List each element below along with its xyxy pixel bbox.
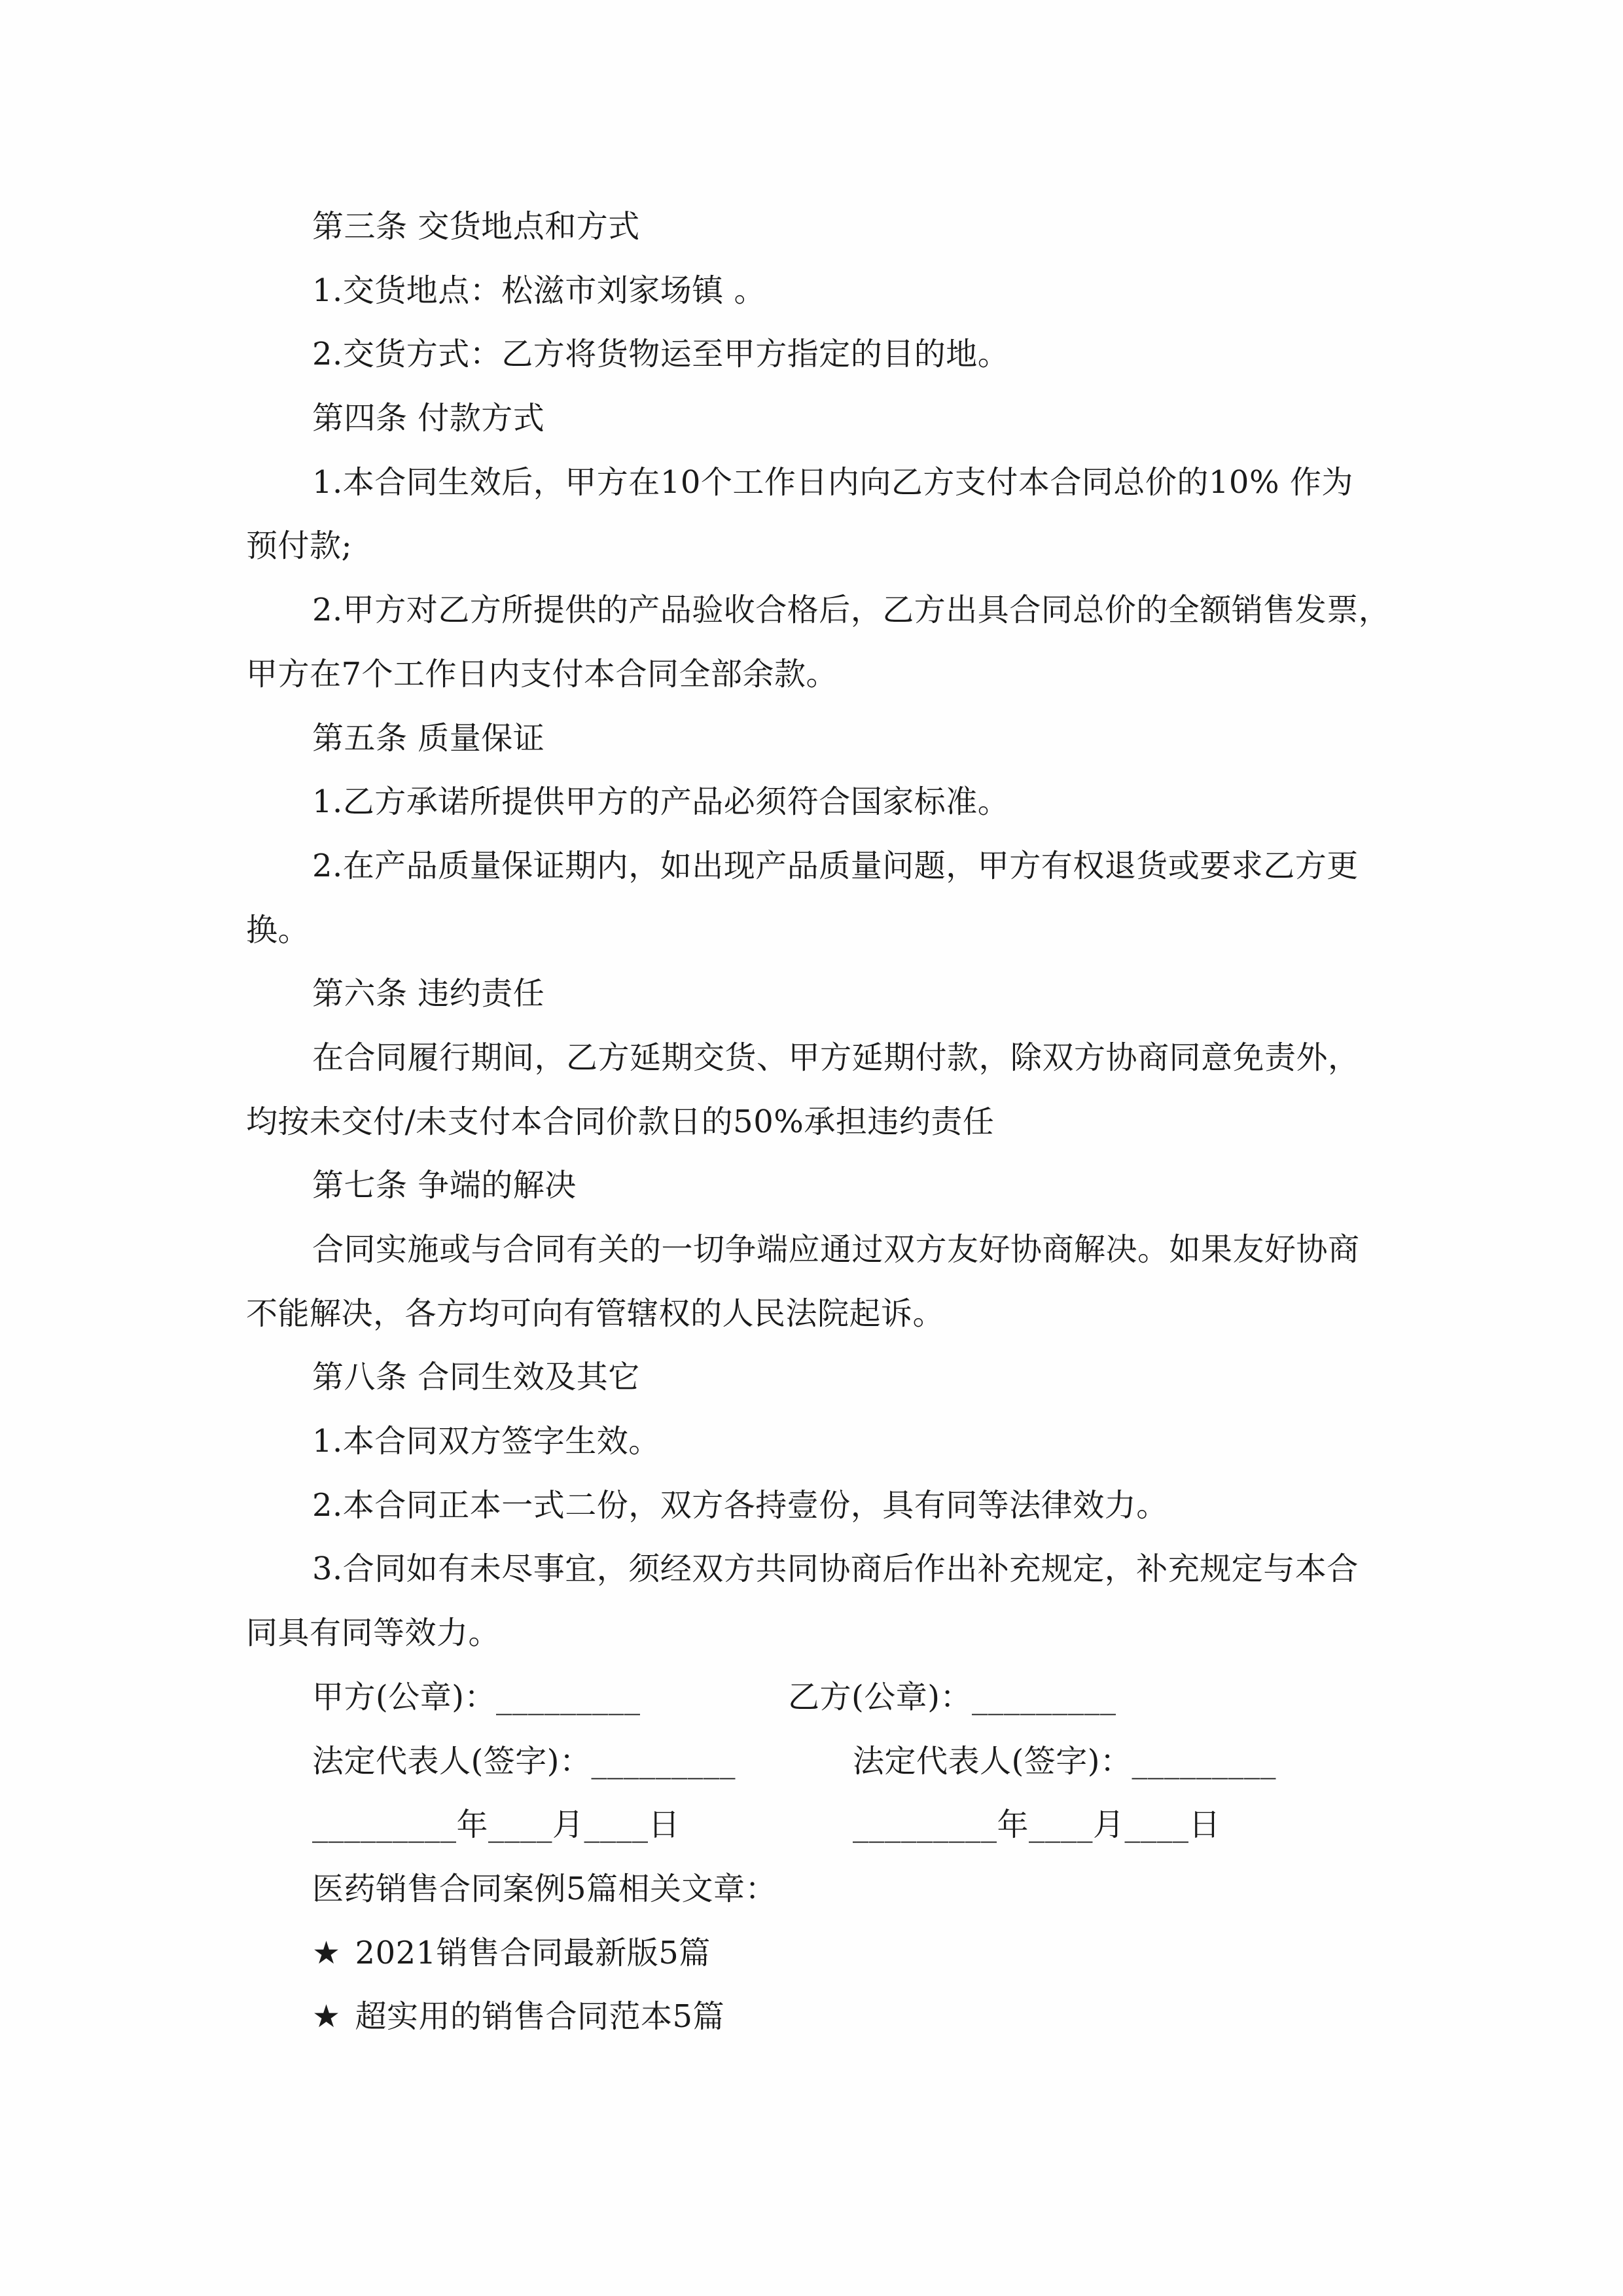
article-3-item-2: 2.交货方式：乙方将货物运至甲方指定的目的地。 — [312, 336, 1010, 373]
party-b-date — [853, 1793, 1221, 1857]
related-article-text: 2021销售合同最新版5篇 — [355, 1934, 711, 1971]
article-4-heading: 第四条 付款方式 — [312, 400, 545, 437]
party-a-date — [312, 1793, 680, 1857]
article-3-item-1: 1.交货地点：松滋市刘家场镇 。 — [312, 272, 766, 309]
day-label: 日 — [648, 1806, 681, 1844]
party-a-rep-label: 法定代表人(签字)： — [312, 1742, 592, 1780]
year-label: 年 — [997, 1806, 1029, 1844]
month-label: 月 — [1093, 1806, 1125, 1844]
article-8-item-3-line-1: 3.合同如有未尽事宜，须经双方共同协商后作出补充规定，补充规定与本合 — [312, 1551, 1359, 1588]
year-blank: _________ — [312, 1806, 457, 1844]
article-6-text-line-1: 在合同履行期间，乙方延期交货、甲方延期付款，除双方协商同意免责外， — [312, 1039, 1360, 1076]
article-5-item-2-line-2: 换。 — [246, 911, 310, 948]
party-b-seal-blank: _________ — [971, 1678, 1116, 1715]
day-blank: ____ — [584, 1806, 649, 1844]
party-a-seal-label: 甲方(公章)： — [312, 1678, 496, 1715]
article-7-text-line-2: 不能解决，各方均可向有管辖权的人民法院起诉。 — [246, 1295, 945, 1332]
article-8-item-1: 1.本合同双方签字生效。 — [312, 1423, 660, 1460]
related-articles-title: 医药销售合同案例5篇相关文章： — [312, 1870, 777, 1907]
party-a-seal-blank: _________ — [495, 1678, 641, 1715]
star-icon: ★ — [312, 1998, 341, 2036]
article-5-item-1: 1.乙方承诺所提供甲方的产品必须符合国家标准。 — [312, 783, 1010, 821]
article-5-item-2-line-1: 2.在产品质量保证期内，如出现产品质量问题，甲方有权退货或要求乙方更 — [312, 847, 1359, 884]
month-label: 月 — [552, 1806, 584, 1844]
article-4-item-2-line-2: 甲方在7个工作日内支付本合同全部余款。 — [246, 655, 838, 692]
party-b-seal — [788, 1666, 1116, 1730]
related-article-text: 超实用的销售合同范本5篇 — [355, 1998, 725, 2036]
representative-row — [246, 1730, 1463, 1794]
month-blank: ____ — [488, 1806, 553, 1844]
related-article-item — [246, 1922, 1463, 1986]
article-3-heading: 第三条 交货地点和方式 — [312, 208, 640, 245]
article-8-heading: 第八条 合同生效及其它 — [312, 1359, 640, 1396]
article-7-heading: 第七条 争端的解决 — [312, 1167, 577, 1204]
seal-row — [246, 1666, 1463, 1730]
article-8-item-2: 2.本合同正本一式二份，双方各持壹份，具有同等法律效力。 — [312, 1486, 1168, 1524]
article-4-item-1-line-2: 预付款; — [246, 528, 353, 565]
date-row — [246, 1793, 1463, 1857]
party-a-representative — [312, 1730, 736, 1794]
party-b-rep-label: 法定代表人(签字)： — [853, 1742, 1132, 1780]
party-b-seal-label: 乙方(公章)： — [788, 1678, 972, 1715]
month-blank: ____ — [1029, 1806, 1094, 1844]
article-4-item-1-line-1: 1.本合同生效后，甲方在10个工作日内向乙方支付本合同总价的10% 作为 — [312, 463, 1353, 501]
document-body — [246, 195, 1463, 2049]
article-6-text-line-2: 均按未交付/未支付本合同价款日的50%承担违约责任 — [246, 1103, 995, 1140]
related-article-item — [246, 1985, 1463, 2049]
article-4-item-2-line-1: 2.甲方对乙方所提供的产品验收合格后，乙方出具合同总价的全额销售发票， — [312, 592, 1391, 629]
day-label: 日 — [1188, 1806, 1221, 1844]
day-blank: ____ — [1124, 1806, 1189, 1844]
article-5-heading: 第五条 质量保证 — [312, 719, 545, 757]
party-b-representative — [853, 1730, 1276, 1794]
star-icon: ★ — [312, 1934, 341, 1971]
year-blank: _________ — [853, 1806, 997, 1844]
article-8-item-3-line-2: 同具有同等效力。 — [246, 1615, 501, 1652]
party-a-rep-blank: _________ — [591, 1742, 736, 1780]
article-7-text-line-1: 合同实施或与合同有关的一切争端应通过双方友好协商解决。如果友好协商 — [312, 1231, 1360, 1268]
article-6-heading: 第六条 违约责任 — [312, 975, 545, 1013]
year-label: 年 — [456, 1806, 489, 1844]
party-a-seal — [312, 1666, 640, 1730]
party-b-rep-blank: _________ — [1132, 1742, 1276, 1780]
